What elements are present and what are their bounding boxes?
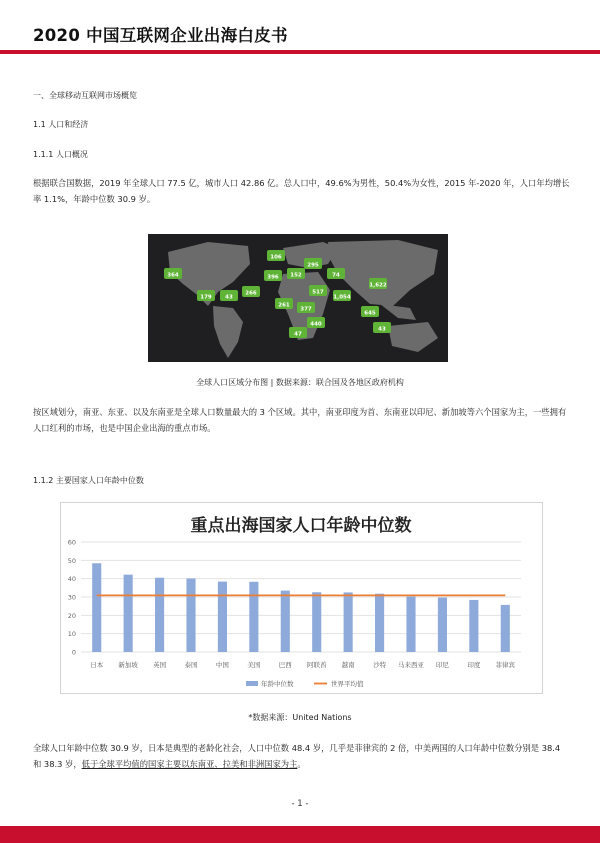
region-badge-value: 179 — [200, 294, 212, 301]
y-tick-label: 20 — [67, 611, 76, 620]
x-tick-label: 马来西亚 — [398, 661, 424, 669]
region-badge-value: 645 — [364, 310, 376, 317]
x-tick-label: 印度 — [467, 661, 481, 669]
region-badge-value: 152 — [290, 272, 302, 279]
subsection-heading-1-1: 1.1 人口和经济 — [33, 120, 89, 129]
x-tick-label: 菲律宾 — [495, 661, 516, 669]
chart-grid — [68, 539, 521, 657]
legend-label: 世界平均值 — [331, 680, 364, 688]
chart-bars — [92, 563, 510, 652]
chart-title: 重点出海国家人口年龄中位数 — [190, 516, 412, 536]
paragraph-regions: 按区域划分，南亚、东亚、以及东南亚是全球人口数量最大的 3 个区域。其中，南亚印度为首、东南亚以印尼、新加坡等六个国家为主，一些拥有人口红利的市场，也是中国企业出海的重点市场。 — [33, 407, 567, 433]
page-number: - 1 - — [291, 799, 309, 809]
y-tick-label: 0 — [71, 648, 76, 657]
y-tick-label: 10 — [67, 630, 76, 639]
region-badge-value: 43 — [378, 326, 386, 333]
bar — [501, 605, 510, 652]
x-tick-label: 中国 — [215, 661, 229, 669]
bar — [406, 596, 415, 652]
region-badge-value: 396 — [267, 274, 279, 281]
region-badge-value: 440 — [310, 321, 322, 328]
x-tick-label: 印尼 — [435, 661, 449, 669]
chart-source: *数据来源：United Nations — [248, 713, 352, 722]
bar — [344, 592, 353, 652]
x-tick-label: 沙特 — [373, 661, 387, 669]
region-badge-value: 106 — [270, 254, 282, 261]
chart-x-labels — [90, 660, 515, 669]
paragraph-median-age-end: 。 — [297, 759, 306, 769]
bar — [281, 591, 290, 652]
x-tick-label: 日本 — [90, 661, 104, 669]
population-map — [148, 234, 448, 362]
x-tick-label: 英国 — [153, 661, 167, 669]
region-badge-value: 1,054 — [333, 294, 351, 301]
continent-shape — [380, 304, 416, 320]
bar — [92, 563, 101, 652]
bar — [438, 598, 447, 652]
bar — [375, 594, 384, 652]
chart-svg — [61, 503, 542, 693]
paragraph-population-overview: 根据联合国数据，2019 年全球人口 77.5 亿，城市人口 42.86 亿。总人口中，49.6%为男性，50.4%为女性，2015 年-2020 年，人口年均增长率 1.1%，年龄中位数 30.9 岁。 — [33, 178, 570, 204]
continent-shape — [213, 306, 243, 358]
x-tick-label: 阿联酋 — [306, 661, 327, 669]
region-badge-value: 295 — [307, 262, 319, 269]
x-tick-label: 越南 — [341, 661, 355, 669]
bar — [249, 582, 258, 652]
region-badge-value: 43 — [225, 294, 233, 301]
legend-label: 年龄中位数 — [261, 680, 294, 688]
page-title: 2020 中国互联网企业出海白皮书 — [33, 26, 288, 45]
paragraph-median-age-underlined: 低于全球平均值的国家主要以东南亚、拉美和非洲国家为主 — [81, 759, 298, 769]
bar — [312, 592, 321, 652]
region-badge-value: 266 — [245, 290, 257, 297]
header-rule — [0, 50, 600, 54]
chart-legend — [246, 679, 364, 688]
y-tick-label: 40 — [67, 575, 76, 584]
region-badge-value: 74 — [332, 272, 340, 279]
section-heading: 一、全球移动互联网市场概览 — [33, 91, 137, 100]
subsection-heading-1-1-1: 1.1.1 人口概况 — [33, 150, 88, 159]
world-map-svg — [148, 234, 448, 362]
bar — [124, 575, 133, 652]
region-badge-value: 377 — [300, 306, 312, 313]
subsection-heading-1-1-2: 1.1.2 主要国家人口年龄中位数 — [33, 476, 144, 485]
bar — [155, 578, 164, 652]
bar — [186, 578, 195, 652]
median-age-chart — [60, 502, 543, 694]
paragraph-median-age — [33, 740, 571, 772]
footer-bar — [0, 826, 600, 843]
paragraph-median-age-text: 全球人口年龄中位数 30.9 岁，日本是典型的老龄化社会，人口中位数 48.4 岁，几乎是菲律宾的 2 倍，中美两国的人口年龄中位数分别是 38.4 和 38.3 岁， — [33, 743, 561, 769]
y-tick-label: 60 — [67, 538, 76, 547]
x-tick-label: 美国 — [247, 661, 261, 669]
legend-swatch-bar — [246, 681, 258, 686]
x-tick-label: 新加坡 — [118, 661, 138, 669]
x-tick-label: 巴西 — [278, 661, 292, 669]
y-tick-label: 30 — [67, 593, 76, 602]
region-badge-value: 47 — [294, 331, 302, 338]
region-badge-value: 261 — [278, 302, 290, 309]
y-tick-label: 50 — [67, 556, 76, 565]
bar — [218, 582, 227, 652]
region-badge-value: 364 — [167, 272, 179, 279]
bar — [469, 600, 478, 652]
region-badge-value: 517 — [312, 289, 324, 296]
continent-shape — [388, 322, 438, 352]
x-tick-label: 泰国 — [184, 661, 198, 669]
map-caption: 全球人口区域分布图 | 数据来源：联合国及各地区政府机构 — [196, 378, 404, 387]
region-badge-value: 1,622 — [369, 282, 387, 289]
